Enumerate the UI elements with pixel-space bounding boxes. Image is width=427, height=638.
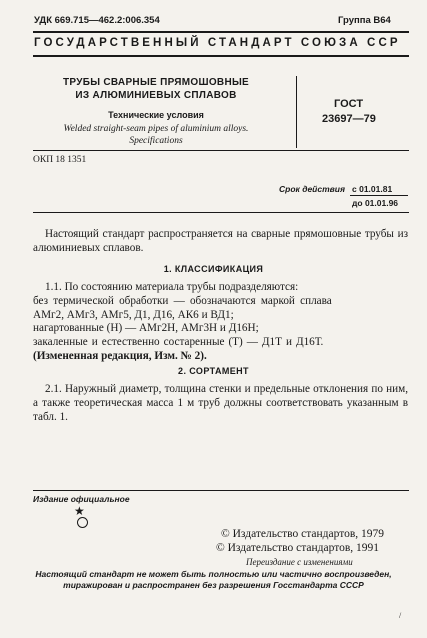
state-standard-banner: ГОСУДАРСТВЕННЫЙ СТАНДАРТ СОЮЗА ССР (34, 37, 401, 49)
title-divider (296, 76, 297, 148)
title-bottom-rule (33, 150, 409, 151)
section-2-heading: 2. СОРТАМЕНТ (178, 366, 249, 376)
title-line-1: ТРУБЫ СВАРНЫЕ ПРЯМОШОВНЫЕ (62, 77, 250, 88)
validity-rule (350, 195, 408, 196)
reproduction-notice-1: Настоящий стандарт не может быть полностью или частично воспроизведен, (35, 569, 392, 579)
section-1-heading: 1. КЛАССИФИКАЦИЯ (163, 264, 264, 274)
gost-label: ГОСТ (334, 98, 364, 110)
gost-number: 23697—79 (322, 113, 376, 125)
classification-line-3: АМг2, АМг3, АМг5, Д1, Д16, АК6 и ВД1; (33, 308, 234, 321)
validity-label: Срок действия (279, 184, 345, 194)
reproduction-notice-2: тиражирован и распространен без разрешения Госстандарта СССР (63, 580, 364, 590)
udk-code: УДК 669.715—462.2:006.354 (34, 15, 160, 26)
circle-icon (77, 517, 88, 528)
footer-rule (33, 490, 409, 491)
top-rule (33, 31, 409, 33)
classification-line-2: без термической обработки — обозначаются маркой сплава (33, 294, 332, 307)
validity-to: до 01.01.96 (352, 198, 399, 208)
title-line-2: ИЗ АЛЮМИНИЕВЫХ СПЛАВОВ (75, 90, 237, 101)
official-edition-label: Издание официальное (33, 494, 130, 504)
classification-line-1: 1.1. По состоянию материала трубы подразделяются: (45, 281, 299, 293)
section-1-body (33, 281, 408, 364)
amendment-note: (Измененная редакция, Изм. № 2). (33, 349, 207, 362)
title-subtitle: Технические условия (108, 110, 204, 120)
title-english-2: Specifications (129, 136, 183, 146)
page-mark: / (399, 611, 402, 620)
banner-rule (33, 55, 409, 57)
copyright-1991: © Издательство стандартов, 1991 (216, 542, 380, 554)
classification-line-4: нагартованные (Н) — АМг2Н, АМг3Н и Д16Н; (33, 322, 259, 335)
copyright-1979: © Издательство стандартов, 1979 (221, 528, 385, 540)
validity-from: с 01.01.81 (352, 184, 393, 194)
classification-line-5: закаленные и естественно состаренные (Т) — Д1Т и Д16Т. (33, 336, 324, 349)
okp-code: ОКП 18 1351 (33, 155, 87, 165)
group-code: Группа В64 (338, 15, 391, 26)
validity-bottom-rule (33, 212, 409, 213)
reprint-note: Переиздание с изменениями (246, 557, 353, 567)
title-english-1: Welded straight-seam pipes of aluminium alloys. (63, 124, 249, 134)
assortment-paragraph: 2.1. Наружный диаметр, толщина стенки и предельные отклонения по ним, а также теоретическая масса 1 м труб должны соответствовать указанным в табл. 1. (33, 383, 408, 423)
intro-paragraph: Настоящий стандарт распространяется на сварные прямошовные трубы из алюминиевых сплавов. (33, 228, 408, 254)
star-icon: ★ (74, 504, 85, 518)
